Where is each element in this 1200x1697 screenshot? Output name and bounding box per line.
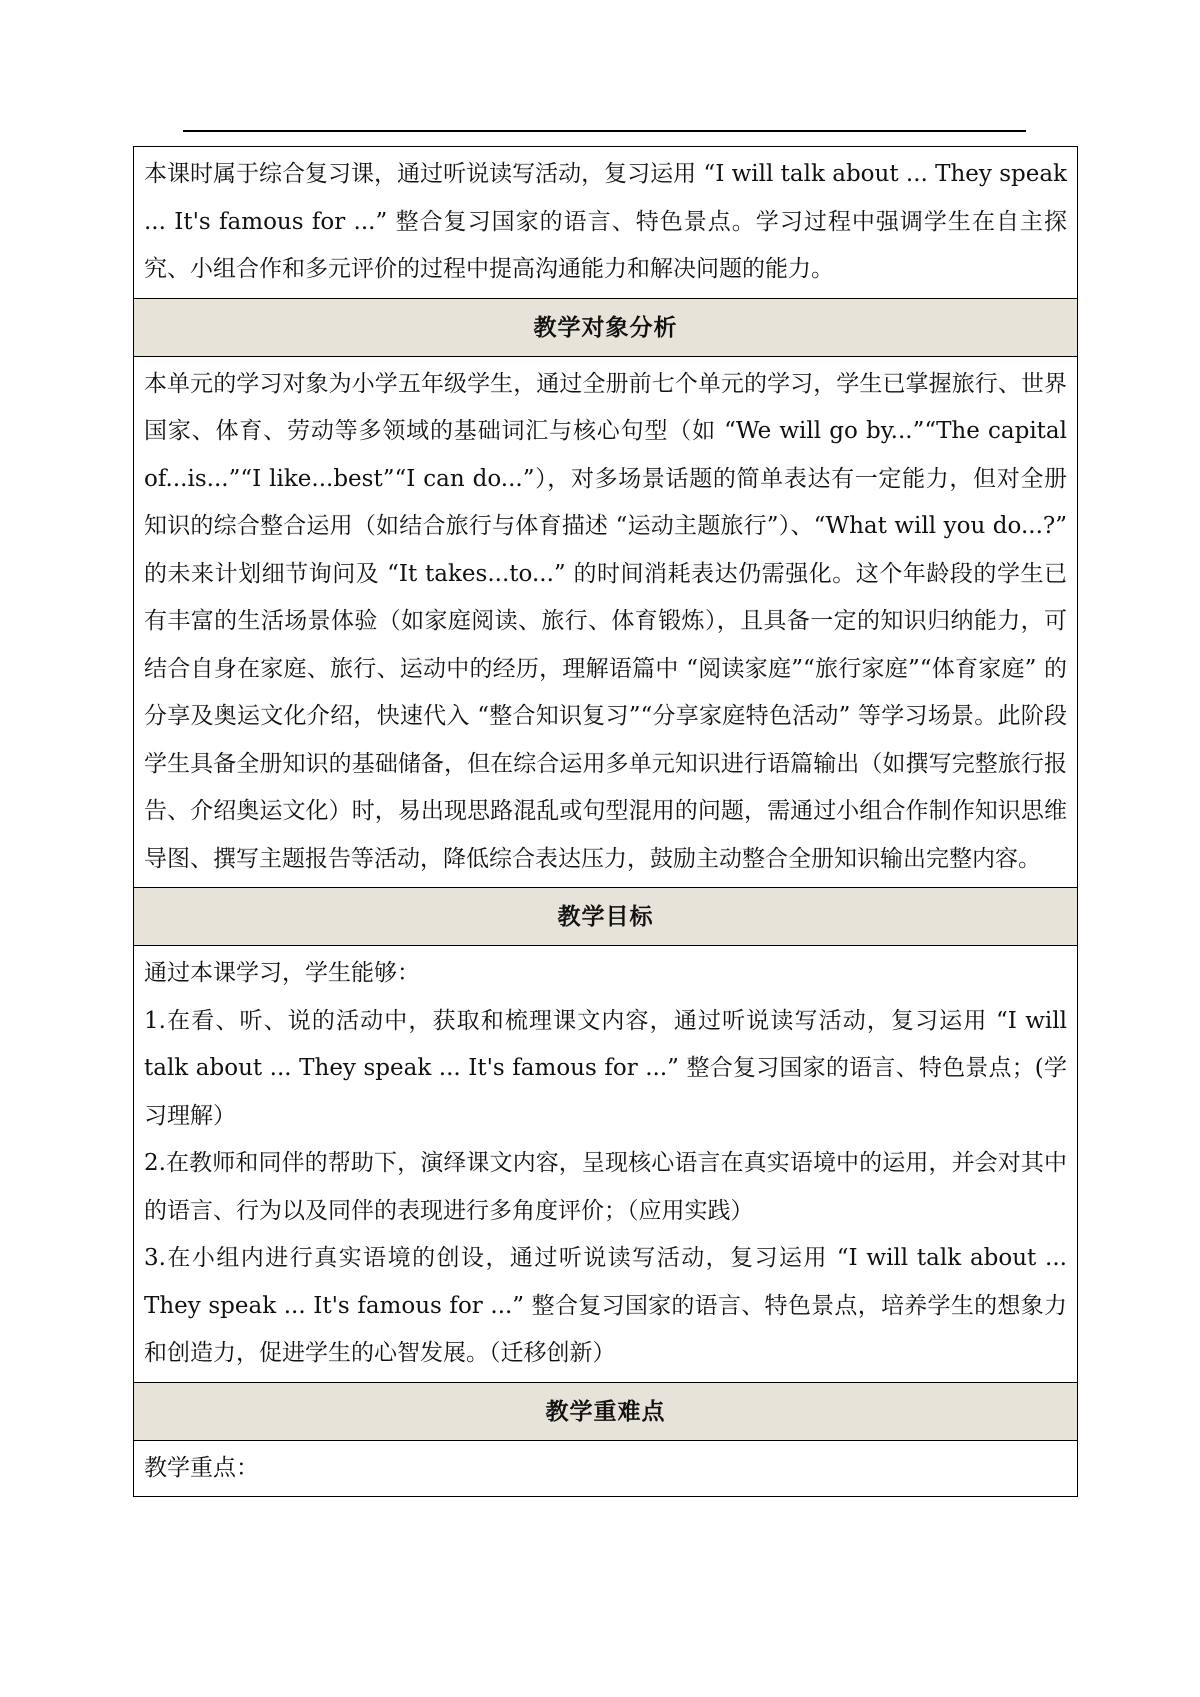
objectives-intro: 通过本课学习，学生能够： xyxy=(144,960,420,986)
student-analysis-cell xyxy=(134,356,1078,888)
lesson-plan-table xyxy=(133,146,1078,1497)
section-heading-objectives: 教学目标 xyxy=(134,888,1078,946)
table-row xyxy=(134,888,1078,946)
key-points-cell xyxy=(134,1440,1078,1497)
key-points-label: 教学重点： xyxy=(144,1454,259,1481)
header-rule xyxy=(183,130,1026,132)
intro-cell xyxy=(134,147,1078,299)
student-analysis-paragraph: 本单元的学习对象为小学五年级学生，通过全册前七个单元的学习，学生已掌握旅行、世界国家、体育、劳动等多领域的基础词汇与核心句型（如 “We will go by...”“The capital of...is...”“I like...best”“I can do...”），对多场景话题的简单表达有一定能力，但对全册知识的综合整合运用（如结合旅行与体育描述 “运动主题旅行”）、“What will you do...?” 的未来计划细节询问及 “It takes...to...” 的时间消耗表达仍需强化。这个年龄段的学生已有丰富的生活场景体验（如家庭阅读、旅行、体育锻炼），且具备一定的知识归纳能力，可结合自身在家庭、旅行、运动中的经历，理解语篇中 “阅读家庭”“旅行家庭”“体育家庭” 的分享及奥运文化介绍，快速代入 “整合知识复习”“分享家庭特色活动” 等学习场景。此阶段学生具备全册知识的基础储备，但在综合运用多单元知识进行语篇输出（如撰写完整旅行报告、介绍奥运文化）时，易出现思路混乱或句型混用的问题，需通过小组合作制作知识思维导图、撰写主题报告等活动，降低综合表达压力，鼓励主动整合全册知识输出完整内容。 xyxy=(144,370,1068,872)
table-row xyxy=(134,298,1078,356)
objective-item-3: 3.在小组内进行真实语境的创设，通过听说读写活动，复习运用 “I will talk about ... They speak ... It's famous for ...” 整合复习国家的语言、特色景点，培养学生的想象力和创造力，促进学生的心智发展。（迁移创新） xyxy=(144,1245,1067,1366)
table-row xyxy=(134,147,1078,299)
table-row xyxy=(134,356,1078,888)
table-row xyxy=(134,1382,1078,1440)
intro-paragraph: 本课时属于综合复习课，通过听说读写活动，复习运用 “I will talk about ... They speak ... It's famous for ...” 整合复习国家的语言、特色景点。学习过程中强调学生在自主探究、小组合作和多元评价的过程中提高沟通能力和解决问题的能力。 xyxy=(144,161,1067,282)
table-row xyxy=(134,946,1078,1383)
section-heading-student-analysis: 教学对象分析 xyxy=(134,298,1078,356)
objective-item-1: 1.在看、听、说的活动中，获取和梳理课文内容，通过听说读写活动，复习运用 “I will talk about ... They speak ... It's famous for ...” 整合复习国家的语言、特色景点；(学习理解） xyxy=(144,1007,1067,1129)
objective-item-2: 2.在教师和同伴的帮助下，演绎课文内容，呈现核心语言在真实语境中的运用，并会对其中的语言、行为以及同伴的表现进行多角度评价；（应用实践） xyxy=(144,1150,1067,1224)
objectives-cell xyxy=(134,946,1078,1383)
table-row xyxy=(134,1440,1078,1497)
section-heading-key-points: 教学重难点 xyxy=(134,1382,1078,1440)
